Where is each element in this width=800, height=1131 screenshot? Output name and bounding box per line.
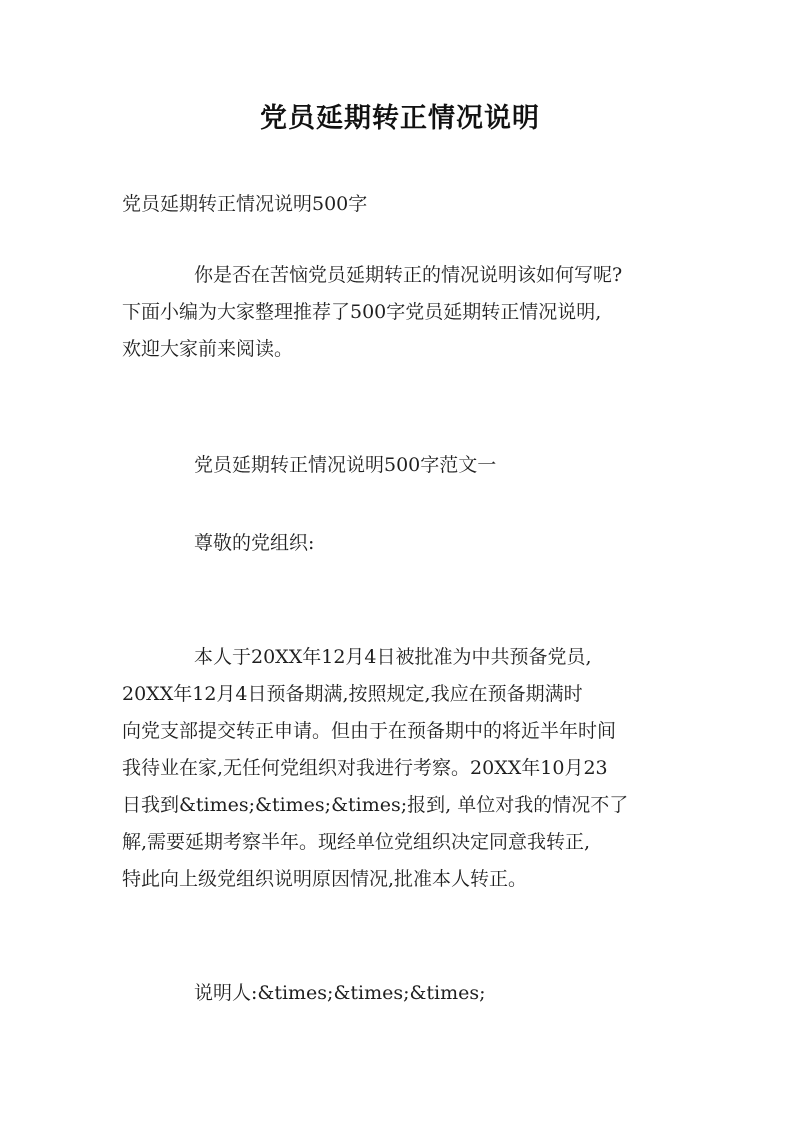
- body-paragraph: [122, 639, 697, 898]
- intro-line: 你是否在苦恼党员延期转正的情况说明该如何写呢?: [194, 264, 623, 286]
- body-line: 解,需要延期考察半年。现经单位党组织决定同意我转正,: [122, 831, 591, 853]
- body-line: 本人于20XX年12月4日被批准为中共预备党员,: [194, 646, 592, 668]
- sample-heading: 党员延期转正情况说明500字范文一: [194, 454, 497, 476]
- body-line: 向党支部提交转正申请。但由于在预备期中的将近半年时间: [122, 720, 617, 742]
- body-line: 日我到&times;&times;&times;报到, 单位对我的情况不了: [122, 794, 629, 816]
- intro-line: 欢迎大家前来阅读。: [122, 338, 294, 360]
- signer-line: 说明人:&times;&times;&times;: [194, 982, 486, 1004]
- intro-paragraph: [122, 257, 697, 368]
- body-line: 20XX年12月4日预备期满,按照规定,我应在预备期满时: [122, 683, 583, 705]
- document-subtitle: 党员延期转正情况说明500字: [122, 193, 368, 215]
- body-line: 特此向上级党组织说明原因情况,批准本人转正。: [122, 868, 528, 890]
- salutation: 尊敬的党组织:: [194, 532, 315, 554]
- body-line: 我待业在家,无任何党组织对我进行考察。20XX年10月23: [122, 757, 608, 779]
- intro-line: 下面小编为大家整理推荐了500字党员延期转正情况说明,: [122, 301, 602, 323]
- document-title: 党员延期转正情况说明: [260, 103, 540, 134]
